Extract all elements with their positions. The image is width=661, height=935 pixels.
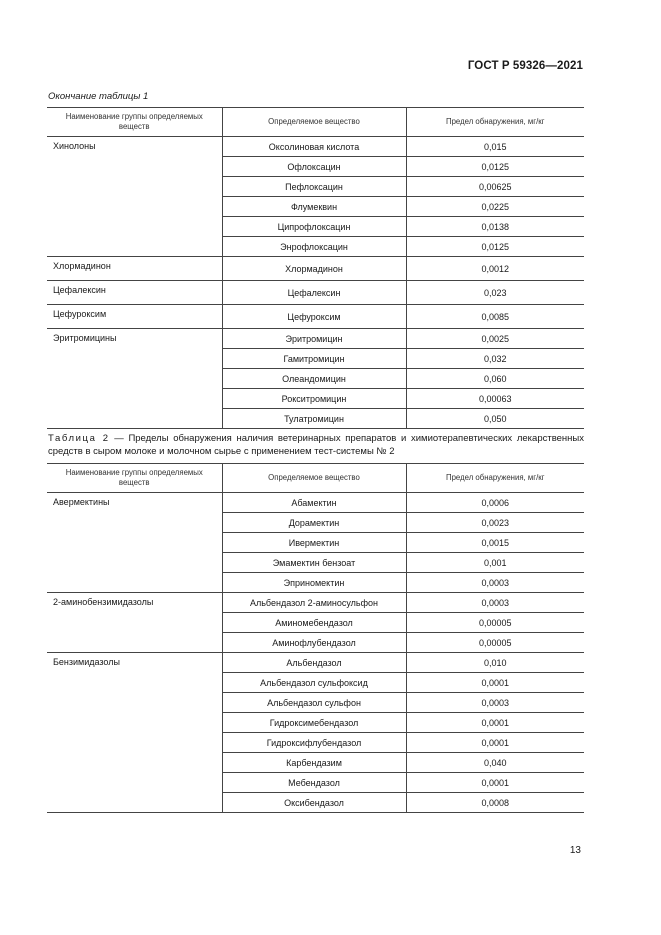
- substance-cell: Альбендазол сульфоксид: [222, 673, 406, 693]
- table2-caption-text: — Пределы обнаружения наличия ветеринарных препаратов и химиотерапевтических лекарственных средств в сыром молоке и молочном сырье с применением тест-системы № 2: [48, 433, 584, 457]
- substance-cell: Хлормадинон: [222, 257, 406, 281]
- column-header-group: Наименование группы определяемых веществ: [47, 108, 222, 137]
- table-row: [47, 493, 584, 513]
- substance-cell: Рокситромицин: [222, 389, 406, 409]
- group-name-cell: Цефуроксим: [47, 305, 222, 329]
- table-2: [47, 463, 584, 813]
- substance-cell: Офлоксацин: [222, 157, 406, 177]
- substance-cell: Аминофлубендазол: [222, 633, 406, 653]
- substance-cell: Альбендазол: [222, 653, 406, 673]
- table2-caption-label: Таблица 2: [48, 433, 110, 444]
- limit-cell: 0,0012: [406, 257, 584, 281]
- limit-cell: 0,0138: [406, 217, 584, 237]
- limit-cell: 0,0006: [406, 493, 584, 513]
- limit-cell: 0,0003: [406, 573, 584, 593]
- limit-cell: 0,0003: [406, 693, 584, 713]
- group-name-cell: Хинолоны: [47, 137, 222, 257]
- limit-cell: 0,0001: [406, 713, 584, 733]
- group-name-cell: Цефалексин: [47, 281, 222, 305]
- table2-caption: [48, 432, 584, 458]
- limit-cell: 0,050: [406, 409, 584, 429]
- substance-cell: Эприномектин: [222, 573, 406, 593]
- substance-cell: Ивермектин: [222, 533, 406, 553]
- table1-header-row: [47, 108, 584, 137]
- substance-cell: Карбендазим: [222, 753, 406, 773]
- limit-cell: 0,00005: [406, 613, 584, 633]
- table-row: [47, 281, 584, 305]
- table-row: [47, 653, 584, 673]
- limit-cell: 0,00063: [406, 389, 584, 409]
- substance-cell: Тулатромицин: [222, 409, 406, 429]
- substance-cell: Альбендазол сульфон: [222, 693, 406, 713]
- limit-cell: 0,0025: [406, 329, 584, 349]
- limit-cell: 0,00005: [406, 633, 584, 653]
- limit-cell: 0,0001: [406, 673, 584, 693]
- table-row: [47, 305, 584, 329]
- limit-cell: 0,0125: [406, 237, 584, 257]
- limit-cell: 0,0085: [406, 305, 584, 329]
- table-1: [47, 107, 584, 429]
- limit-cell: 0,0008: [406, 793, 584, 813]
- standard-number: ГОСТ Р 59326—2021: [467, 60, 583, 72]
- limit-cell: 0,040: [406, 753, 584, 773]
- table-row: [47, 257, 584, 281]
- substance-cell: Цефуроксим: [222, 305, 406, 329]
- substance-cell: Альбендазол 2-аминосульфон: [222, 593, 406, 613]
- substance-cell: Гидроксимебендазол: [222, 713, 406, 733]
- table2-body: [47, 493, 584, 813]
- limit-cell: 0,060: [406, 369, 584, 389]
- group-name-cell: Эритромицины: [47, 329, 222, 429]
- table1-body: [47, 137, 584, 429]
- substance-cell: Олеандомицин: [222, 369, 406, 389]
- limit-cell: 0,0125: [406, 157, 584, 177]
- substance-cell: Гидроксифлубендазол: [222, 733, 406, 753]
- limit-cell: 0,001: [406, 553, 584, 573]
- group-name-cell: 2-аминобензимидазолы: [47, 593, 222, 653]
- limit-cell: 0,023: [406, 281, 584, 305]
- limit-cell: 0,0015: [406, 533, 584, 553]
- substance-cell: Оксибендазол: [222, 793, 406, 813]
- limit-cell: 0,0023: [406, 513, 584, 533]
- table-row: [47, 593, 584, 613]
- limit-cell: 0,0225: [406, 197, 584, 217]
- table-row: [47, 329, 584, 349]
- substance-cell: Абамектин: [222, 493, 406, 513]
- page-number: 13: [569, 845, 581, 856]
- substance-cell: Аминомебендазол: [222, 613, 406, 633]
- limit-cell: 0,0003: [406, 593, 584, 613]
- limit-cell: 0,00625: [406, 177, 584, 197]
- column-header-substance: Определяемое вещество: [222, 464, 406, 493]
- substance-cell: Ципрофлоксацин: [222, 217, 406, 237]
- limit-cell: 0,0001: [406, 773, 584, 793]
- substance-cell: Оксолиновая кислота: [222, 137, 406, 157]
- group-name-cell: Бензимидазолы: [47, 653, 222, 813]
- limit-cell: 0,010: [406, 653, 584, 673]
- column-header-group: Наименование группы определяемых веществ: [47, 464, 222, 493]
- substance-cell: Цефалексин: [222, 281, 406, 305]
- column-header-limit: Предел обнаружения, мг/кг: [406, 464, 584, 493]
- substance-cell: Флумеквин: [222, 197, 406, 217]
- column-header-substance: Определяемое вещество: [222, 108, 406, 137]
- substance-cell: Пефлоксацин: [222, 177, 406, 197]
- limit-cell: 0,015: [406, 137, 584, 157]
- substance-cell: Эритромицин: [222, 329, 406, 349]
- table2-header-row: [47, 464, 584, 493]
- table-row: [47, 137, 584, 157]
- limit-cell: 0,032: [406, 349, 584, 369]
- substance-cell: Энрофлоксацин: [222, 237, 406, 257]
- limit-cell: 0,0001: [406, 733, 584, 753]
- substance-cell: Гамитромицин: [222, 349, 406, 369]
- column-header-limit: Предел обнаружения, мг/кг: [406, 108, 584, 137]
- table1-caption: Окончание таблицы 1: [48, 91, 149, 102]
- group-name-cell: Хлормадинон: [47, 257, 222, 281]
- substance-cell: Дорамектин: [222, 513, 406, 533]
- group-name-cell: Авермектины: [47, 493, 222, 593]
- substance-cell: Мебендазол: [222, 773, 406, 793]
- substance-cell: Эмамектин бензоат: [222, 553, 406, 573]
